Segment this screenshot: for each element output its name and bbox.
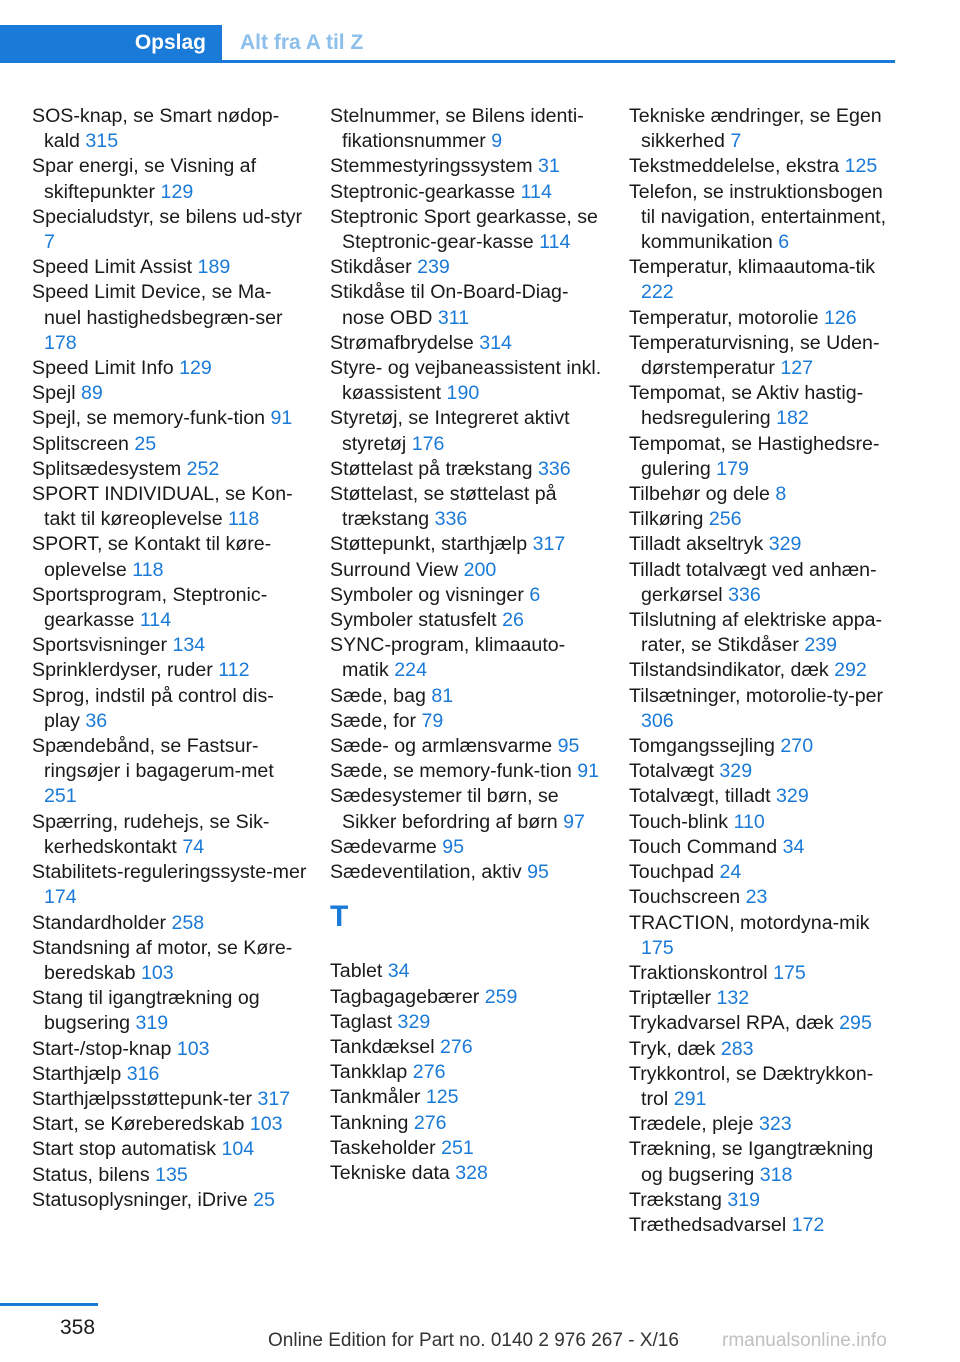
index-page-link[interactable]: 222 (641, 281, 674, 304)
index-entry (32, 734, 307, 810)
index-entry (32, 810, 307, 860)
index-entry (32, 911, 307, 936)
index-entry (629, 532, 899, 557)
index-entry-text: Tankklap (330, 1061, 408, 1084)
index-entry (330, 205, 605, 255)
index-entry (32, 280, 307, 356)
index-page-link[interactable]: 329 (397, 1010, 431, 1033)
index-entry (330, 1035, 605, 1060)
index-page-link[interactable]: 114 (139, 609, 172, 632)
index-entry (629, 911, 899, 961)
index-entry-text: Temperaturvisning, se Uden-dørstemperatur (629, 331, 880, 380)
index-column-1 (32, 104, 307, 1213)
index-entry (629, 885, 899, 910)
index-entry (32, 1163, 307, 1188)
index-page-link[interactable]: 112 (218, 659, 250, 682)
index-entry-text: Tempomat, se Aktiv hastig-hedsregulering (629, 382, 864, 430)
index-entry (330, 558, 605, 583)
index-entry-text: Sprog, indstil på control dis-play (32, 684, 274, 732)
index-page-link[interactable]: 175 (773, 961, 806, 984)
index-entry-text: Start stop automatisk (32, 1138, 217, 1161)
index-page-link[interactable]: 7 (44, 231, 55, 254)
index-page-link[interactable]: 329 (768, 533, 802, 556)
index-page-link[interactable]: 127 (780, 357, 814, 380)
index-entry-text: Tilsætninger, motorolie-ty-per (629, 684, 884, 707)
index-entry-text: Sportsvisninger (32, 634, 168, 657)
index-entry-text: Styre- og vejbaneassistent inkl. køassistent (330, 357, 602, 405)
index-entry (330, 457, 605, 482)
index-page-link[interactable]: 176 (411, 432, 445, 455)
index-page-link[interactable]: 95 (442, 835, 464, 858)
index-page-link[interactable]: 319 (135, 1012, 169, 1035)
index-page-link[interactable]: 134 (172, 634, 206, 657)
index-entry (32, 482, 307, 532)
index-entry (32, 255, 307, 280)
index-page-link[interactable]: 336 (434, 508, 468, 531)
index-entry (330, 280, 605, 330)
page-number: 358 (60, 1316, 96, 1339)
index-entry-text: Totalvægt, tilladt (629, 785, 771, 808)
index-page-link[interactable]: 329 (776, 785, 809, 808)
index-entry (629, 331, 899, 381)
index-entry (32, 1087, 307, 1112)
index-entry (629, 1011, 899, 1036)
index-entry (330, 104, 605, 154)
index-entry (330, 1111, 605, 1136)
index-entry-text: Sædesystemer til børn, se Sikker befordring af børn (330, 785, 559, 833)
index-entry-text: Start, se Køreberedskab (32, 1113, 245, 1136)
tab-opslag[interactable]: Opslag (0, 25, 222, 61)
index-entry (32, 986, 307, 1036)
index-entry (330, 734, 605, 759)
index-entry (629, 558, 899, 608)
index-entry-text: Sæde, se memory-funk-tion (330, 760, 572, 783)
index-entry-text: Stang til igangtrækning og bugsering (32, 987, 260, 1035)
index-page-link[interactable]: 24 (719, 861, 742, 884)
index-entry (330, 835, 605, 860)
footer-edition-text: Online Edition for Part no. 0140 2 976 267 - X/16 (268, 1330, 679, 1351)
index-entry-text: SOS-knap, se Smart nødop-kald (32, 105, 280, 153)
index-entry (32, 633, 307, 658)
index-entry-text: Træthedsadvarsel (629, 1213, 787, 1236)
index-entry-text: Tablet (330, 960, 383, 983)
index-entry (629, 759, 899, 784)
index-page-link[interactable]: 318 (759, 1163, 793, 1186)
index-entry (32, 1062, 307, 1087)
index-page-link[interactable]: 9 (491, 130, 503, 153)
index-entry-text: Touch-blink (629, 810, 729, 833)
index-page-link[interactable]: 315 (85, 130, 119, 153)
index-entry (629, 507, 899, 532)
index-page-link[interactable]: 8 (775, 483, 787, 506)
index-entry (32, 583, 307, 633)
index-entry-text: Tekniske data (330, 1161, 450, 1184)
index-entry (330, 583, 605, 608)
index-entry-text: Tilkøring (629, 508, 704, 531)
index-entry-text: Sæde, bag (330, 684, 426, 707)
index-entry-text: Spejl (32, 382, 76, 405)
index-entry (629, 180, 899, 256)
index-page-link[interactable]: 26 (502, 609, 524, 632)
index-entry (330, 255, 605, 280)
index-page-link[interactable]: 179 (716, 457, 749, 480)
index-entry (32, 1112, 307, 1137)
index-entry (629, 482, 899, 507)
index-entry-text: Traktionskontrol (629, 961, 768, 984)
index-entry (629, 154, 899, 179)
index-entry (330, 1085, 605, 1110)
index-page-link[interactable]: 6 (529, 583, 541, 606)
index-entry (629, 961, 899, 986)
index-entry-text: Taskeholder (330, 1136, 436, 1159)
index-entry (330, 331, 605, 356)
index-entry (330, 1161, 605, 1186)
index-entry-text: Trækning, se Igangtrækning og bugsering (629, 1138, 874, 1186)
index-entry (32, 1137, 307, 1162)
index-page-link[interactable]: 328 (455, 1161, 488, 1184)
index-entry (32, 457, 307, 482)
index-page-link[interactable]: 259 (484, 985, 518, 1008)
index-page-link[interactable]: 311 (437, 306, 470, 329)
index-entry-text: Starthjælpsstøttepunk-ter (32, 1087, 252, 1110)
index-page-link[interactable]: 118 (132, 558, 164, 581)
index-page-link[interactable]: 175 (641, 936, 674, 959)
index-page-link[interactable]: 7 (730, 130, 742, 153)
index-entry-text: Splitscreen (32, 432, 129, 455)
index-page-link[interactable]: 336 (538, 457, 571, 480)
index-entry (32, 1188, 307, 1213)
index-page-link[interactable]: 172 (791, 1213, 825, 1236)
index-entry-text: Statusoplysninger, iDrive (32, 1188, 248, 1211)
index-entry (330, 1010, 605, 1035)
index-entry-text: Trykadvarsel RPA, dæk (629, 1012, 834, 1035)
index-entry-text: TRACTION, motordyna-mik (629, 911, 870, 934)
index-page-link[interactable]: 319 (727, 1188, 761, 1211)
index-entry-text: Sædeventilation, aktiv (330, 861, 522, 884)
index-page-link[interactable]: 129 (179, 357, 212, 380)
index-entry-text: Standsning af motor, se Køre-beredskab (32, 936, 293, 984)
index-entry-text: Touchpad (629, 861, 714, 884)
index-page-link[interactable]: 129 (160, 180, 194, 203)
index-entry (32, 356, 307, 381)
index-page-link[interactable]: 178 (44, 331, 77, 354)
index-entry-text: Spærring, rudehejs, se Sik-kerhedskontakt (32, 810, 270, 858)
header-divider (0, 60, 895, 63)
index-entry-text: Styretøj, se Integreret aktivt styretøj (330, 407, 570, 455)
index-entry (330, 608, 605, 633)
index-entry (330, 684, 605, 709)
index-page-link[interactable]: 283 (720, 1037, 754, 1060)
index-entry (330, 356, 605, 406)
section-letter: T (330, 900, 349, 934)
index-page-link[interactable]: 276 (413, 1111, 447, 1134)
index-entry (330, 1060, 605, 1085)
index-entry (32, 205, 307, 255)
index-entry (629, 1112, 899, 1137)
index-entry-text: Tempomat, se Hastighedsre-gulering (629, 432, 880, 480)
index-entry-text: Totalvægt (629, 760, 714, 783)
index-entry-text: Surround View (330, 558, 459, 581)
index-entry-text: Tryk, dæk (629, 1037, 716, 1060)
index-page-link[interactable]: 25 (253, 1188, 275, 1211)
index-page-link[interactable]: 126 (823, 306, 857, 329)
index-entry-text: Spændebånd, se Fastsur-ringsøjer i bagagerum-met (32, 735, 274, 783)
index-entry (629, 734, 899, 759)
index-entry-text: Status, bilens (32, 1163, 150, 1186)
index-entry-text: Stikdåser (330, 256, 412, 279)
index-entry-text: Tilstandsindikator, dæk (629, 659, 829, 682)
index-entry (32, 432, 307, 457)
index-page-link[interactable]: 251 (44, 785, 77, 808)
index-page-link[interactable]: 125 (425, 1086, 459, 1109)
index-column-3 (629, 104, 899, 1238)
index-entry-text: Tankdæksel (330, 1035, 435, 1058)
index-entry (629, 835, 899, 860)
index-entry (629, 1188, 899, 1213)
index-page-link[interactable]: 224 (394, 659, 427, 682)
index-page-link[interactable]: 132 (716, 987, 750, 1010)
index-entry (330, 482, 605, 532)
index-entry-text: Spar energi, se Visning af skiftepunkter (32, 155, 257, 203)
index-page-link[interactable]: 258 (171, 911, 205, 934)
index-page-link[interactable]: 292 (834, 659, 867, 682)
index-entry-text: Sædevarme (330, 835, 437, 858)
watermark: rmanualsonline.info (722, 1330, 887, 1351)
index-entry (629, 1213, 899, 1238)
index-page-link[interactable]: 270 (780, 735, 814, 758)
index-page-link[interactable]: 256 (708, 508, 742, 531)
index-entry (32, 104, 307, 154)
index-page-link[interactable]: 182 (776, 407, 809, 430)
index-entry-text: Tekniske ændringer, se Egen sikkerhed (629, 105, 882, 153)
index-page-link[interactable]: 314 (479, 331, 512, 354)
index-entry (32, 658, 307, 683)
index-entry (629, 986, 899, 1011)
index-entry-text: Tankmåler (330, 1086, 421, 1109)
index-page-link[interactable]: 25 (134, 432, 157, 455)
index-entry (629, 1037, 899, 1062)
index-page-link[interactable]: 239 (804, 634, 838, 657)
index-page-link[interactable]: 34 (782, 835, 805, 858)
index-entry (629, 1137, 899, 1187)
index-entry (629, 255, 899, 305)
index-entry (330, 985, 605, 1010)
index-entry (629, 784, 899, 809)
index-entry (629, 306, 899, 331)
index-page-link[interactable]: 276 (412, 1061, 446, 1084)
index-entry (629, 658, 899, 683)
index-entry-text: Telefon, se instruktionsbogen til navigation, entertainment, kommunikation (629, 180, 887, 254)
index-entry (629, 1062, 899, 1112)
index-entry-text: Stikdåse til On-Board-Diag-nose OBD (330, 281, 569, 329)
index-page-link[interactable]: 103 (249, 1113, 283, 1136)
index-entry-text: Tankning (330, 1111, 409, 1134)
index-page-link[interactable]: 336 (728, 583, 761, 606)
index-page-link[interactable]: 276 (440, 1035, 473, 1058)
index-entry (32, 684, 307, 734)
index-entry (330, 959, 605, 984)
index-page-link[interactable]: 79 (421, 709, 444, 732)
index-page-link[interactable]: 31 (537, 155, 560, 178)
index-page-link[interactable]: 190 (446, 382, 480, 405)
index-page-link[interactable]: 306 (641, 709, 674, 732)
index-entry-text: Stabilitets-reguleringssyste-mer (32, 861, 307, 884)
index-entry-text: Starthjælp (32, 1062, 122, 1085)
index-entry (32, 381, 307, 406)
index-entry (330, 406, 605, 456)
index-page-link[interactable]: 125 (844, 155, 878, 178)
index-entry-text: Støttelast, se støttelast på trækstang (330, 483, 557, 531)
index-page-link[interactable]: 317 (532, 533, 566, 556)
index-entry (330, 154, 605, 179)
index-entry (629, 608, 899, 658)
index-page-link[interactable]: 34 (387, 960, 410, 983)
index-page-link[interactable]: 316 (126, 1062, 160, 1085)
index-entry-text: Tekstmeddelelse, ekstra (629, 155, 840, 178)
index-entry-text: Touchscreen (629, 886, 741, 909)
index-page-link[interactable]: 317 (257, 1087, 291, 1110)
index-entry-text: Spejl, se memory-funk-tion (32, 407, 266, 430)
index-entry-text: Triptæller (629, 987, 712, 1010)
index-entry-text: Speed Limit Assist (32, 256, 193, 279)
index-page-link[interactable]: 97 (563, 810, 585, 833)
index-entry-text: Strømafbrydelse (330, 331, 474, 354)
index-page-link[interactable]: 114 (520, 180, 552, 203)
index-entry (330, 759, 605, 784)
index-entry-text: Speed Limit Info (32, 357, 174, 380)
index-page-link[interactable]: 6 (778, 231, 790, 254)
index-entry-text: Specialudstyr, se bilens ud-styr (32, 205, 303, 228)
index-entry-text: Tilladt totalvægt ved anhæn-gerkørsel (629, 558, 877, 606)
index-page-link[interactable]: 95 (527, 861, 549, 884)
index-entry-text: Stelnummer, se Bilens identi-fikationsnummer (330, 105, 584, 153)
index-entry (330, 709, 605, 734)
index-entry-text: Start-/stop-knap (32, 1037, 172, 1060)
index-entry-text: Trækstang (629, 1188, 722, 1211)
index-page-link[interactable]: 103 (140, 961, 174, 984)
index-entry (32, 532, 307, 582)
index-page-link[interactable]: 118 (228, 508, 260, 531)
index-page-link[interactable]: 36 (85, 709, 108, 732)
index-entry-text: Sprinklerdyser, ruder (32, 659, 213, 682)
index-entry-text: Sportsprogram, Steptronic-gearkasse (32, 583, 268, 632)
index-entry-text: SYNC-program, klimaauto-matik (330, 634, 566, 682)
index-entry-text: Speed Limit Device, se Ma-nuel hastighedsbegræn-ser (32, 281, 283, 329)
index-page-link[interactable]: 329 (719, 760, 753, 783)
index-page-link[interactable]: 323 (758, 1113, 792, 1136)
index-page-link[interactable]: 95 (557, 735, 580, 758)
index-entry-text: Sæde- og armlænsvarme (330, 735, 553, 758)
index-page-link[interactable]: 89 (81, 382, 103, 405)
index-entry (330, 532, 605, 557)
index-entry-text: Tomgangssejling (629, 735, 775, 758)
index-entry (32, 936, 307, 986)
index-entry (330, 784, 605, 834)
index-page-link[interactable]: 251 (441, 1136, 474, 1159)
index-page-link[interactable]: 239 (417, 256, 450, 279)
index-entry-text: Touch Command (629, 835, 778, 858)
index-page-link[interactable]: 189 (197, 256, 231, 279)
index-entry-text: Tilbehør og dele (629, 483, 770, 506)
index-entry-text: Støttepunkt, starthjælp (330, 533, 528, 556)
index-entry (32, 154, 307, 204)
index-entry (330, 633, 605, 683)
index-entry (32, 860, 307, 910)
index-page-link[interactable]: 103 (176, 1037, 210, 1060)
index-page-link[interactable]: 291 (673, 1087, 707, 1110)
index-page-link[interactable]: 91 (270, 407, 293, 430)
index-entry-text: Tagbagagebærer (330, 985, 480, 1008)
index-entry-text: Støttelast på trækstang (330, 457, 533, 480)
index-entry-text: Standardholder (32, 911, 166, 934)
index-entry (32, 406, 307, 431)
tab-alt-fra-a-til-z[interactable]: Alt fra A til Z (222, 25, 895, 61)
index-page-link[interactable]: 295 (839, 1012, 872, 1035)
index-entry-text: Temperatur, motorolie (629, 306, 819, 329)
index-entry-text: Symboler og visninger (330, 583, 524, 606)
index-page-link[interactable]: 81 (431, 684, 454, 707)
index-entry (32, 1037, 307, 1062)
index-page-link[interactable]: 91 (577, 760, 599, 783)
index-column-2 (330, 104, 605, 1186)
index-entry-text: Trykkontrol, se Dæktrykkon-trol (629, 1062, 874, 1110)
index-entry-text: Stemmestyringssystem (330, 155, 533, 178)
index-entry-text: Tilslutning af elektriske appa-rater, se Stikdåser (629, 609, 883, 657)
index-entry (629, 104, 899, 154)
index-entry-text: Steptronic-gearkasse (330, 180, 516, 203)
index-page-link[interactable]: 110 (733, 810, 765, 833)
index-page-link[interactable]: 174 (44, 886, 77, 909)
index-entry (629, 860, 899, 885)
index-entry-text: Tilladt akseltryk (629, 533, 764, 556)
index-page-link[interactable]: 200 (463, 558, 497, 581)
index-page-link[interactable]: 23 (745, 886, 768, 909)
index-entry-text: Symboler statusfelt (330, 609, 497, 632)
index-entry (629, 810, 899, 835)
header-bar (0, 25, 895, 61)
index-entry-text: Splitsædesystem (32, 457, 182, 480)
index-entry-text: Steptronic Sport gearkasse, se Steptronic-gear-kasse (330, 205, 598, 254)
index-entry (330, 860, 605, 885)
index-entry-text: SPORT, se Kontakt til køre-oplevelse (32, 533, 272, 581)
index-entry-text: SPORT INDIVIDUAL, se Kon-takt til køreoplevelse (32, 483, 293, 531)
index-entry-text: Taglast (330, 1010, 393, 1033)
index-entry (629, 381, 899, 431)
footer-divider (0, 1303, 98, 1306)
index-entry (330, 180, 605, 205)
index-entry (629, 684, 899, 734)
index-entry-text: Trædele, pleje (629, 1113, 754, 1136)
index-page-link[interactable]: 74 (182, 835, 205, 858)
index-entry-text: Sæde, for (330, 709, 417, 732)
index-entry (330, 1136, 605, 1161)
index-entry-text: Temperatur, klimaautoma-tik (629, 256, 876, 279)
index-page-link[interactable]: 104 (221, 1138, 255, 1161)
index-page-link[interactable]: 135 (155, 1163, 188, 1186)
index-entry (629, 432, 899, 482)
index-page-link[interactable]: 252 (186, 457, 220, 480)
index-page-link[interactable]: 114 (539, 231, 571, 254)
